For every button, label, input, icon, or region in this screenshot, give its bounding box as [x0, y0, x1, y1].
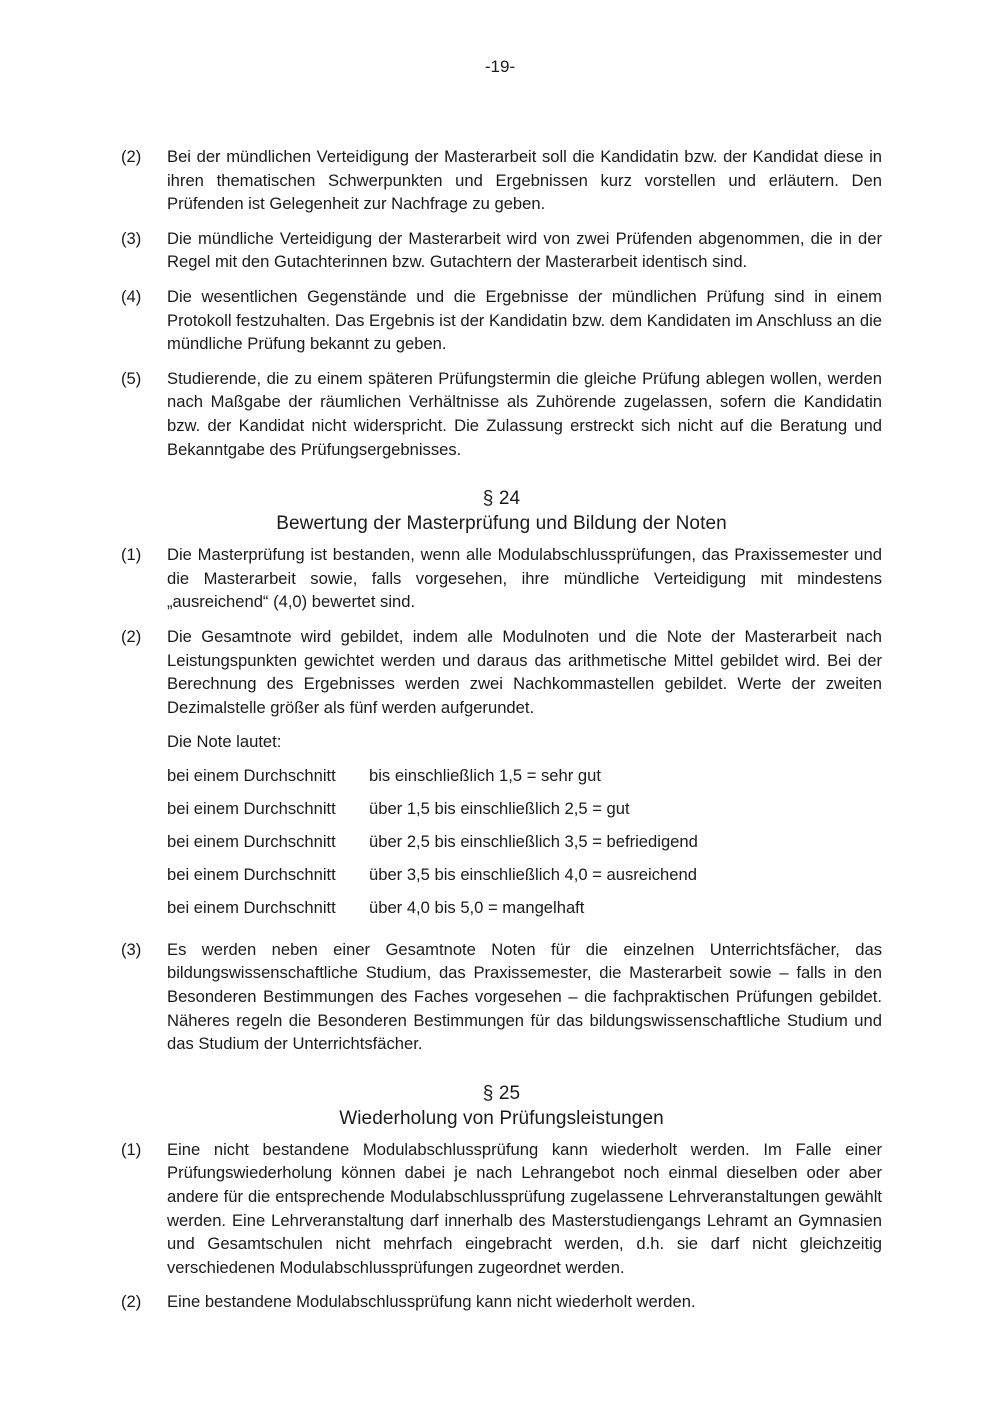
grade-row: [167, 764, 882, 797]
paragraph-number: (3): [121, 228, 142, 248]
paragraph-number: (5): [121, 368, 142, 388]
grade-range: über 4,0 bis 5,0 = mangelhaft: [369, 897, 585, 917]
grade-row: [167, 830, 882, 863]
paragraph: [121, 543, 882, 614]
grade-label: bei einem Durchschnitt: [167, 897, 336, 917]
paragraph: [121, 227, 882, 274]
paragraph: [121, 1138, 882, 1280]
grade-row: [167, 863, 882, 896]
grade-table: [167, 764, 882, 924]
grade-label: bei einem Durchschnitt: [167, 798, 336, 818]
paragraph-text: Bei der mündlichen Verteidigung der Masterarbeit soll die Kandidatin bzw. der Kandidat diese in ihren thematischen Schwerpunkten und Ergebnissen kurz vorstellen und erläutern. Den Prüfenden ist Gelegenheit zur Nachfrage zu geben.: [167, 147, 882, 214]
paragraph-text: Studierende, die zu einem späteren Prüfungstermin die gleiche Prüfung ablegen wollen, werden nach Maßgabe der räumlichen Verhältnisse als Zuhörende zugelassen, sofern die Kandidatin bzw. der Kandidat nicht widerspricht. Die Zulassung erstreckt sich nicht auf die Beratung und Bekanntgabe des Prüfungsergebnisses.: [167, 368, 882, 459]
grade-label: bei einem Durchschnitt: [167, 765, 336, 785]
grade-range: über 3,5 bis einschließlich 4,0 = ausreichend: [369, 864, 697, 884]
paragraph: [121, 625, 882, 927]
grade-intro: Die Note lautet:: [167, 732, 282, 752]
paragraph: [121, 145, 882, 216]
paragraph-text: Es werden neben einer Gesamtnote Noten für die einzelnen Unterrichtsfächer, das bildungswissenschaftliche Studium, das Praxissemester, die Masterarbeit sowie – falls in den Besonderen Bestimmungen des Faches vorgesehen – die fachpraktischen Prüfungen gebildet. Näheres regeln die Besonderen Bestimmungen für das bildungswissenschaftliche Studium und das Studium der Unterrichtsfächer.: [167, 939, 882, 1054]
section-number: § 24: [482, 488, 521, 510]
paragraph-text: Die mündliche Verteidigung der Masterarbeit wird von zwei Prüfenden abgenommen, die in der Regel mit den Gutachterinnen bzw. Gutachtern der Masterarbeit identisch sind.: [167, 228, 882, 272]
grade-range: bis einschließlich 1,5 = sehr gut: [369, 765, 601, 785]
paragraph-text: Eine bestandene Modulabschlussprüfung kann nicht wiederholt werden.: [167, 1292, 696, 1312]
grade-range: über 2,5 bis einschließlich 3,5 = befriedigend: [369, 831, 698, 851]
document-body: [121, 145, 882, 1325]
grade-label: bei einem Durchschnitt: [167, 831, 336, 851]
section-title: Bewertung der Masterprüfung und Bildung der Noten: [276, 513, 727, 535]
paragraph: [121, 1290, 882, 1314]
grade-row: [167, 896, 882, 924]
paragraph-number: (1): [121, 1139, 142, 1159]
paragraph-number: (1): [121, 545, 142, 565]
page-number: -19-: [484, 57, 516, 76]
grade-range: über 1,5 bis einschließlich 2,5 = gut: [369, 798, 630, 818]
paragraph-number: (2): [121, 147, 142, 166]
paragraph-number: (2): [121, 626, 142, 646]
grade-row: [167, 797, 882, 830]
section-number: § 25: [482, 1082, 521, 1104]
section-title: Wiederholung von Prüfungsleistungen: [339, 1107, 664, 1129]
paragraph-number: (2): [121, 1292, 142, 1312]
paragraph-text: Die Masterprüfung ist bestanden, wenn alle Modulabschlussprüfungen, das Praxissemester und die Masterarbeit sowie, falls vorgesehen, ihre mündliche Verteidigung mit mindestens „ausreichend“ (4,0) bewertet sind.: [167, 545, 882, 612]
paragraph-body: [167, 625, 882, 927]
paragraph: [121, 938, 882, 1056]
paragraph: [121, 367, 882, 461]
paragraph-text: Die Gesamtnote wird gebildet, indem alle Modulnoten und die Note der Masterarbeit nach Leistungspunkten gewichtet werden und daraus das arithmetische Mittel gebildet wird. Bei der Berechnung des Ergebnisses werden zwei Nachkommastellen gebildet. Werte der zweiten Dezimalstelle größer als fünf werden aufgerundet.: [167, 626, 882, 717]
paragraph-text: Eine nicht bestandene Modulabschlussprüfung kann wiederholt werden. Im Falle einer Prüfungswiederholung können dabei je nach Lehrangebot noch einmal dieselben oder aber andere für die entsprechende Modulabschlussprüfung zugelassene Lehrveranstaltungen gewählt werden. Eine Lehrveranstaltung darf innerhalb des Masterstudiengangs Lehramt an Gymnasien und Gesamtschulen nicht mehrfach eingebracht werden, d.h. sie darf nicht gleichzeitig verschiedenen Modulabschlussprüfungen zugeordnet werden.: [167, 1139, 882, 1277]
section-25-heading: [121, 1081, 882, 1131]
paragraph-number: (4): [121, 286, 142, 306]
paragraph-number: (3): [121, 939, 142, 959]
paragraph-text: Die wesentlichen Gegenstände und die Ergebnisse der mündlichen Prüfung sind in einem Protokoll festzuhalten. Das Ergebnis ist der Kandidatin bzw. dem Kandidaten im Anschluss an die mündliche Prüfung bekannt zu geben.: [167, 286, 882, 354]
grade-label: bei einem Durchschnitt: [167, 864, 336, 884]
section-24-heading: [121, 486, 882, 536]
paragraph: [121, 285, 882, 356]
